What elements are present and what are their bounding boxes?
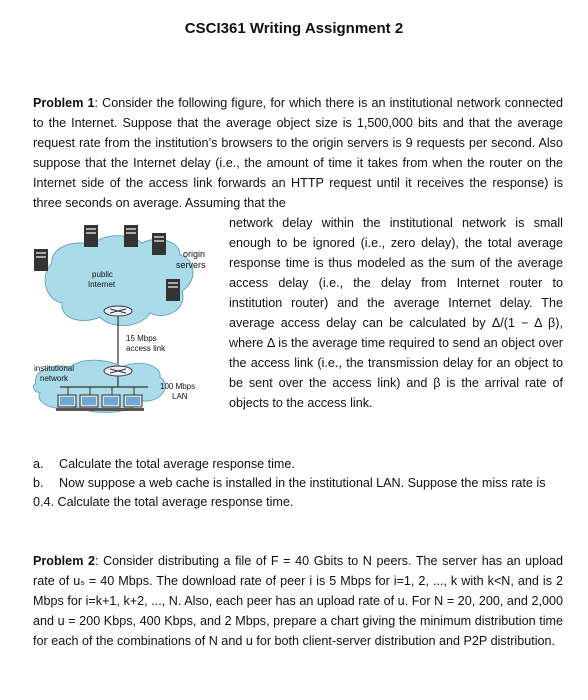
problem1-text-wrap: network delay within the institutional network is small enough to be ignored (i.e., zero delay), the total average response time is thus modeled as the sum of the average access delay (i.e., the delay from Internet router to institution router) and the average Internet delay. The average access delay can be calculated by Δ/(1 − Δ β), where Δ is the average time required to send an object over the access link (i.e., the transmission delay for an object to be sent over the access link) and β is the arrival rate of objects to the access link. [229,216,563,410]
access-link-label-1: 15 Mbps [126,334,157,343]
origin-servers-label-2: servers [176,260,206,270]
origin-servers-label-1: origin [183,249,206,259]
server-icon [34,249,48,271]
problem2-text: : Consider distributing a file of F = 40 Gbits to N peers. The server has an upload rate of uₛ = 40 Mbps. The download rate of peer i is 5 Mbps for i=1, 2, ..., k with k<N, and is 2 Mbps for i=k+1, k+2, ..., N. Also, each peer has an upload rate of u. For N = 20, 200, and 2,000 and u = 200 Kbps, 400 Kbps, and 2 Mbps, prepare a chart giving the minimum distribution time for each of the combinations of N and u for both client-server distribution and P2P distribution. [33,554,563,648]
part-b-label: b. [33,476,44,490]
part-a-text: Calculate the total average response time. [59,457,295,471]
page-title: CSCI361 Writing Assignment 2 [184,20,404,37]
server-icon [124,225,138,247]
problem1-text-top: : Consider the following figure, for which there is an institutional network connected to the Internet. Suppose that the average object size is 1,500,000 bits and that the average request rate from the institution’s browsers to the origin servers is 9 requests per second. Also suppose that the Internet delay (i.e., the amount of time it takes from when the router on the Internet side of the access link forwards an HTTP request until it receives the response) is three seconds on average. Assuming that the [33,96,564,210]
problem2-label: Problem 2 [33,554,95,568]
problem2-paragraph [33,551,563,651]
router-icon [104,366,132,376]
access-link-label-2: access link [126,344,166,353]
problem1-paragraph [33,93,563,213]
router-icon [104,306,132,316]
institutional-network-label-1: institutional [34,364,75,373]
server-icon [84,225,98,247]
network-figure [30,225,226,430]
problem1-label: Problem 1 [33,96,95,110]
server-icon [166,279,180,301]
public-internet-label-1: public [92,270,113,279]
part-a-label: a. [33,457,44,471]
part-b-text: Now suppose a web cache is installed in the institutional LAN. Suppose the miss rate is 0.4. Calculate the total average response time. [33,476,546,509]
public-internet-label-2: Internet [88,280,116,289]
problem1-part-a [33,455,563,474]
lan-label-2: LAN [172,392,188,401]
server-icon [152,233,166,255]
problem1-part-b [33,474,563,512]
institutional-network-label-2: network [40,374,69,383]
lan-label-1: 100 Mbps [160,382,196,391]
